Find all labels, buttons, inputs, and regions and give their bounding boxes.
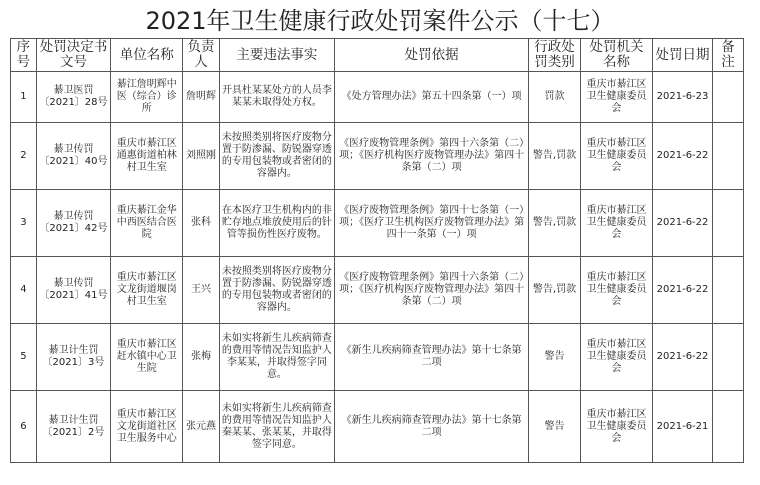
table-row	[11, 123, 744, 190]
cell-authority: 重庆市綦江区卫生健康委员会	[580, 324, 652, 391]
cell-doc-no: 綦卫计生罚〔2021〕3号	[36, 324, 110, 391]
cell-authority: 重庆市綦江区卫生健康委员会	[580, 190, 652, 257]
cell-note	[712, 123, 743, 190]
cell-org: 重庆綦江金华中西医结合医院	[111, 190, 183, 257]
cell-date: 2021-6-21	[653, 391, 713, 463]
cell-seq: 6	[11, 391, 37, 463]
cell-org: 重庆市綦江区通惠街道柏林村卫生室	[111, 123, 183, 190]
cell-violation: 在本医疗卫生机构内的非贮存地点堆放使用后的针管等损伤性医疗废物。	[219, 190, 335, 257]
cell-org: 綦江詹明辉中医（综合）诊所	[111, 72, 183, 123]
header-category: 行政处罚类别	[529, 39, 581, 72]
cell-category: 警告	[529, 324, 581, 391]
cell-violation: 未如实将新生儿疾病筛查的费用等情况告知监护人李某某，并取得签字同意。	[219, 324, 335, 391]
cell-person: 张元燕	[183, 391, 219, 463]
cell-doc-no: 綦卫计生罚〔2021〕2号	[36, 391, 110, 463]
cell-note	[712, 391, 743, 463]
header-authority: 处罚机关名称	[580, 39, 652, 72]
cell-seq: 5	[11, 324, 37, 391]
header-basis: 处罚依据	[335, 39, 529, 72]
cell-basis: 《处方管理办法》第五十四条第（一）项	[335, 72, 529, 123]
cell-note	[712, 72, 743, 123]
cell-category: 罚款	[529, 72, 581, 123]
cell-person: 詹明辉	[183, 72, 219, 123]
header-doc-no: 处罚决定书文号	[36, 39, 110, 72]
cell-doc-no: 綦卫传罚〔2021〕40号	[36, 123, 110, 190]
cell-basis: 《新生儿疾病筛查管理办法》第十七条第二项	[335, 324, 529, 391]
header-violation: 主要违法事实	[219, 39, 335, 72]
cell-seq: 2	[11, 123, 37, 190]
cell-date: 2021-6-22	[653, 257, 713, 324]
cell-basis: 《医疗废物管理条例》第四十七条第（一）项；《医疗卫生机构医疗废物管理办法》第四十一条第（一）项	[335, 190, 529, 257]
cell-doc-no: 綦卫传罚〔2021〕41号	[36, 257, 110, 324]
cell-category: 警告	[529, 391, 581, 463]
cell-violation: 开具杜某某处方的人员李某某未取得处方权。	[219, 72, 335, 123]
cell-violation: 未如实将新生儿疾病筛查的费用等情况告知监护人秦某某、张某某，并取得签字同意。	[219, 391, 335, 463]
cell-basis: 《新生儿疾病筛查管理办法》第十七条第二项	[335, 391, 529, 463]
cell-org: 重庆市綦江区文龙街道社区卫生服务中心	[111, 391, 183, 463]
page-title: 2021年卫生健康行政处罚案件公示（十七）	[145, 7, 615, 35]
cell-org: 重庆市綦江区赶水镇中心卫生院	[111, 324, 183, 391]
cell-org: 重庆市綦江区文龙街道堰岗村卫生室	[111, 257, 183, 324]
cell-category: 警告,罚款	[529, 257, 581, 324]
cell-note	[712, 324, 743, 391]
table-row	[11, 257, 744, 324]
cell-basis: 《医疗废物管理条例》第四十六条第（二）项；《医疗机构医疗废物管理办法》第四十条第（二）项	[335, 123, 529, 190]
table-header-row	[11, 39, 744, 72]
cell-violation: 未按照类别将医疗废物分置于防渗漏、防锐器穿透的专用包装物或者密闭的容器内。	[219, 257, 335, 324]
cell-authority: 重庆市綦江区卫生健康委员会	[580, 72, 652, 123]
table-row	[11, 190, 744, 257]
penalty-table	[10, 38, 744, 463]
cell-seq: 3	[11, 190, 37, 257]
header-date: 处罚日期	[653, 39, 713, 72]
cell-basis: 《医疗废物管理条例》第四十六条第（二）项；《医疗机构医疗废物管理办法》第四十条第（二）项	[335, 257, 529, 324]
cell-doc-no: 綦卫医罚〔2021〕28号	[36, 72, 110, 123]
cell-authority: 重庆市綦江区卫生健康委员会	[580, 123, 652, 190]
cell-violation: 未按照类别将医疗废物分置于防渗漏、防锐器穿透的专用包装物或者密闭的容器内。	[219, 123, 335, 190]
header-org: 单位名称	[111, 39, 183, 72]
cell-doc-no: 綦卫传罚〔2021〕42号	[36, 190, 110, 257]
cell-person: 张科	[183, 190, 219, 257]
cell-authority: 重庆市綦江区卫生健康委员会	[580, 391, 652, 463]
cell-authority: 重庆市綦江区卫生健康委员会	[580, 257, 652, 324]
cell-note	[712, 257, 743, 324]
header-person: 负责人	[183, 39, 219, 72]
header-seq: 序号	[11, 39, 37, 72]
cell-note	[712, 190, 743, 257]
table-row	[11, 391, 744, 463]
cell-person: 王兴	[183, 257, 219, 324]
cell-seq: 1	[11, 72, 37, 123]
header-note: 备注	[712, 39, 743, 72]
cell-person: 张梅	[183, 324, 219, 391]
cell-category: 警告,罚款	[529, 123, 581, 190]
table-row	[11, 324, 744, 391]
cell-date: 2021-6-23	[653, 72, 713, 123]
cell-date: 2021-6-22	[653, 324, 713, 391]
cell-person: 刘照刚	[183, 123, 219, 190]
cell-seq: 4	[11, 257, 37, 324]
cell-date: 2021-6-22	[653, 190, 713, 257]
table-row	[11, 72, 744, 123]
cell-category: 警告,罚款	[529, 190, 581, 257]
cell-date: 2021-6-22	[653, 123, 713, 190]
